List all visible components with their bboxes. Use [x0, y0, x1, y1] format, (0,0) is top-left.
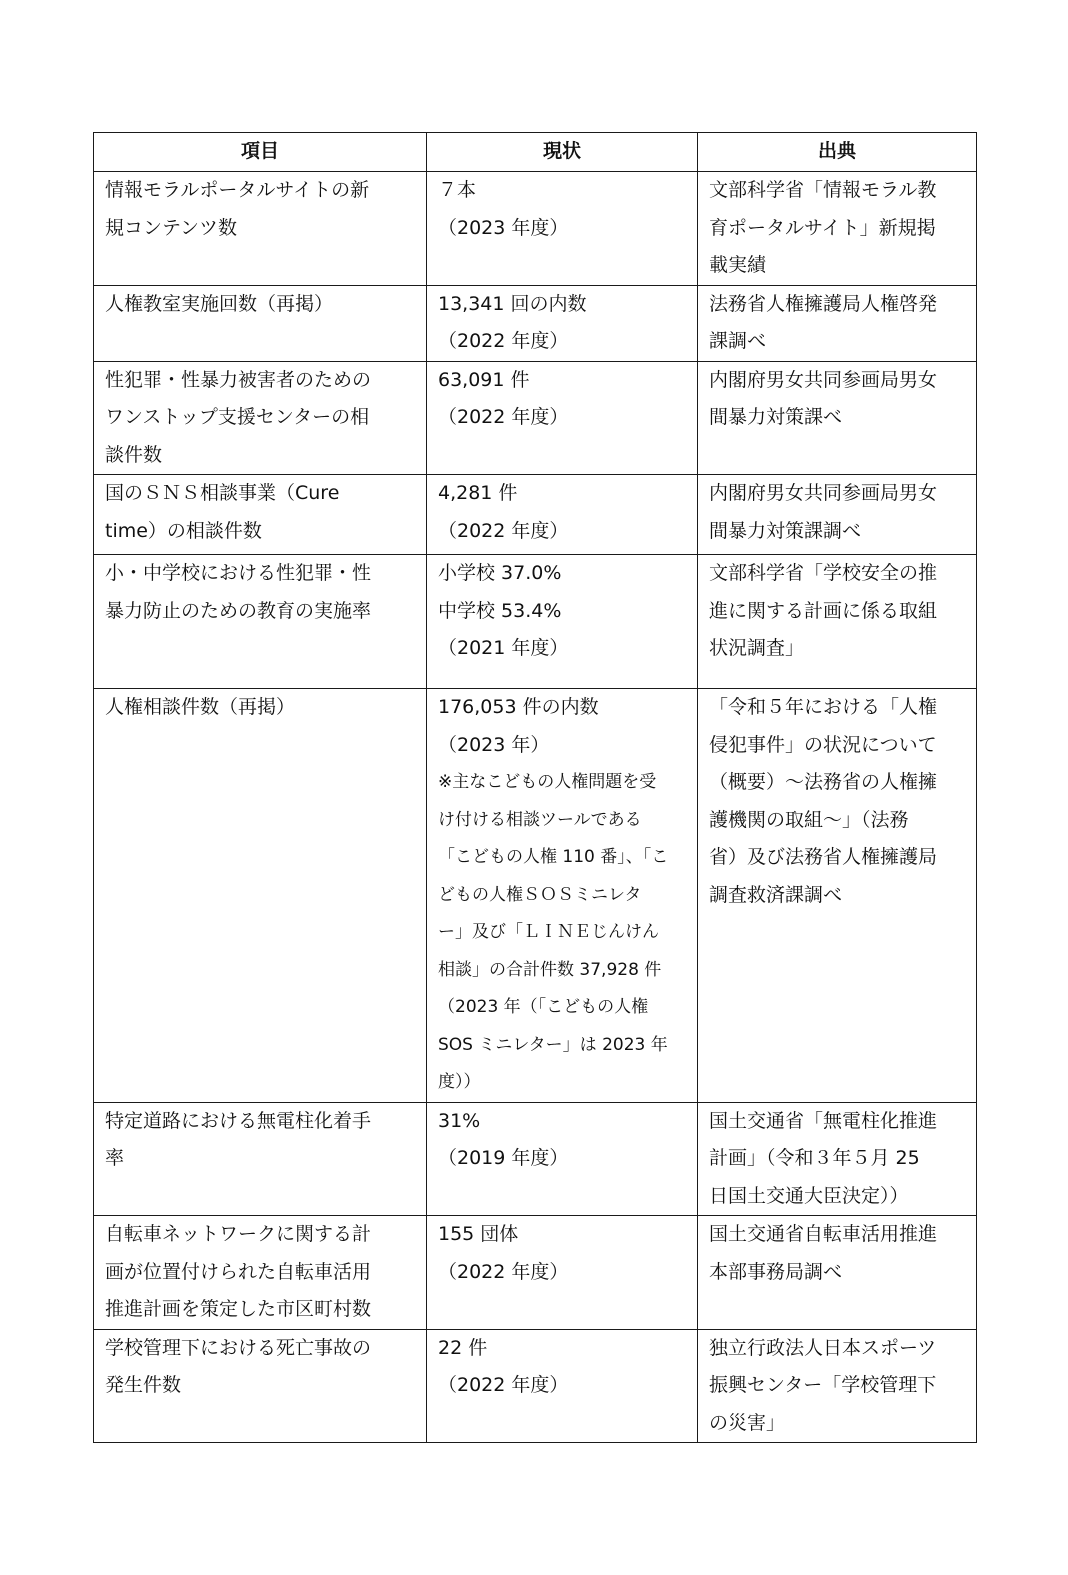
- table-row: [94, 689, 977, 1103]
- cell-line: 小・中学校における性犯罪・性: [105, 562, 372, 584]
- cell-line: 63,091 件: [438, 368, 530, 391]
- cell-status: [427, 1102, 698, 1216]
- cell-line: 振興センター「学校管理下: [709, 1374, 937, 1396]
- cell-status: [427, 1329, 698, 1443]
- cell-source: [698, 1102, 977, 1216]
- cell-line: 13,341 回の内数: [438, 292, 587, 315]
- cell-line: 間暴力対策課べ: [709, 406, 843, 428]
- cell-status: [427, 172, 698, 286]
- cell-line: 独立行政法人日本スポーツ: [709, 1336, 937, 1359]
- cell-line: 率: [105, 1147, 125, 1169]
- cell-status: [427, 361, 698, 475]
- cell-line: 人権教室実施回数（再掲）: [105, 292, 334, 315]
- cell-source: [698, 689, 977, 1103]
- cell-line: 規コンテンツ数: [105, 216, 238, 239]
- cell-line: 談件数: [105, 443, 163, 466]
- cell-item: [94, 361, 427, 475]
- cell-item: [94, 1102, 427, 1216]
- cell-line: 間暴力対策課調べ: [709, 519, 862, 542]
- cell-line: 暴力防止のための教育の実施率: [105, 599, 372, 622]
- cell-line: 国のＳＮＳ相談事業（Cure: [105, 482, 340, 504]
- header-item: 項目: [94, 133, 427, 172]
- indicator-table: [93, 132, 977, 1443]
- cell-line: （2023 年）: [438, 733, 550, 756]
- cell-line: （2019 年度）: [438, 1147, 569, 1169]
- cell-line: 情報モラルポータルサイトの新: [105, 179, 370, 201]
- cell-line: SOS ミニレター」は 2023 年: [438, 1034, 668, 1055]
- cell-status: [427, 475, 698, 555]
- cell-line: 「こどもの人権 110 番」、「こ: [438, 847, 669, 867]
- cell-source: [698, 475, 977, 555]
- cell-line: 国土交通省「無電柱化推進: [709, 1109, 938, 1132]
- cell-line: （2022 年度）: [438, 406, 569, 428]
- cell-line: 自転車ネットワークに関する計: [105, 1223, 372, 1245]
- cell-item: [94, 555, 427, 689]
- header-status: 現状: [427, 133, 698, 172]
- cell-line: 相談」の合計件数 37,928 件: [438, 959, 662, 980]
- cell-item: [94, 285, 427, 361]
- cell-line: 侵犯事件」の状況について: [709, 733, 937, 756]
- cell-item: [94, 475, 427, 555]
- cell-source: [698, 361, 977, 475]
- cell-line: 状況調査」: [709, 637, 805, 659]
- cell-line: 調査救済課調べ: [709, 883, 843, 906]
- cell-line: 省）及び法務省人権擁護局: [709, 846, 938, 868]
- cell-line: 文部科学省「情報モラル教: [709, 179, 937, 201]
- cell-line: （2021 年度）: [438, 637, 569, 659]
- table-row: [94, 1216, 977, 1330]
- cell-line: time）の相談件数: [105, 519, 262, 542]
- table-row: [94, 475, 977, 555]
- cell-line: け付ける相談ツールである: [438, 809, 642, 830]
- cell-line: （2022 年度）: [438, 519, 569, 542]
- table-body: [94, 172, 977, 1443]
- cell-line: ー」及び「ＬＩＮＥじんけん: [438, 922, 659, 942]
- cell-line: 進に関する計画に係る取組: [709, 599, 938, 622]
- cell-line: 法務省人権擁護局人権啓発: [709, 292, 938, 315]
- cell-status: [427, 555, 698, 689]
- cell-line: の災害」: [709, 1411, 786, 1434]
- cell-source: [698, 1216, 977, 1330]
- table-row: [94, 555, 977, 689]
- table-row: [94, 285, 977, 361]
- table-row: [94, 1329, 977, 1443]
- cell-source: [698, 555, 977, 689]
- cell-line: 22 件: [438, 1336, 488, 1359]
- cell-line: 国土交通省自転車活用推進: [709, 1223, 938, 1245]
- cell-line: 護機関の取組～」（法務: [709, 808, 909, 831]
- cell-line: （2022 年度）: [438, 1374, 569, 1396]
- cell-line: 小学校 37.0%: [438, 562, 562, 584]
- cell-line: どもの人権ＳＯＳミニレタ: [438, 884, 642, 905]
- table-row: [94, 1102, 977, 1216]
- cell-line: 育ポータルサイト」新規掲: [709, 216, 936, 239]
- table-row: [94, 172, 977, 286]
- cell-item: [94, 689, 427, 1103]
- cell-line: 課調べ: [709, 330, 767, 352]
- cell-line: （2023 年（「こどもの人権: [438, 997, 649, 1017]
- cell-item: [94, 1329, 427, 1443]
- cell-line: 4,281 件: [438, 482, 518, 504]
- cell-source: [698, 1329, 977, 1443]
- cell-line: 特定道路における無電柱化着手: [105, 1109, 372, 1132]
- cell-line: 推進計画を策定した市区町村数: [105, 1298, 372, 1320]
- cell-line: 155 団体: [438, 1223, 519, 1245]
- header-source: 出典: [698, 133, 977, 172]
- cell-source: [698, 172, 977, 286]
- cell-line: 載実績: [709, 254, 767, 276]
- cell-line: 日国土交通大臣決定））: [709, 1184, 909, 1207]
- table-row: [94, 361, 977, 475]
- cell-line: 計画」（令和３年５月 25: [709, 1147, 920, 1169]
- cell-line: 学校管理下における死亡事故の: [105, 1336, 372, 1359]
- cell-line: 性犯罪・性暴力被害者のための: [105, 368, 372, 391]
- cell-line: 中学校 53.4%: [438, 599, 562, 622]
- cell-line: （2022 年度）: [438, 1260, 569, 1283]
- cell-line: （2022 年度）: [438, 330, 569, 352]
- cell-status: [427, 689, 698, 1103]
- cell-item: [94, 172, 427, 286]
- cell-line: 176,053 件の内数: [438, 696, 599, 718]
- cell-line: 「令和５年における「人権: [709, 696, 938, 718]
- cell-status: [427, 285, 698, 361]
- cell-status: [427, 1216, 698, 1330]
- cell-line: 31%: [438, 1109, 481, 1132]
- cell-line: ※主なこどもの人権問題を受: [438, 772, 657, 792]
- cell-line: ７本: [438, 179, 477, 201]
- cell-line: 画が位置付けられた自転車活用: [105, 1260, 372, 1283]
- cell-line: 発生件数: [105, 1374, 182, 1396]
- cell-line: 人権相談件数（再掲）: [105, 696, 296, 718]
- cell-line: 度））: [438, 1072, 481, 1092]
- cell-line: 内閣府男女共同参画局男女: [709, 368, 938, 391]
- cell-line: 本部事務局調べ: [709, 1260, 843, 1283]
- cell-line: （概要）～法務省の人権擁: [709, 771, 938, 793]
- cell-item: [94, 1216, 427, 1330]
- cell-line: ワンストップ支援センターの相: [105, 406, 370, 428]
- cell-source: [698, 285, 977, 361]
- cell-line: 内閣府男女共同参画局男女: [709, 482, 938, 504]
- cell-line: 文部科学省「学校安全の推: [709, 562, 938, 584]
- table-header-row: [94, 133, 977, 172]
- cell-line: （2023 年度）: [438, 216, 569, 239]
